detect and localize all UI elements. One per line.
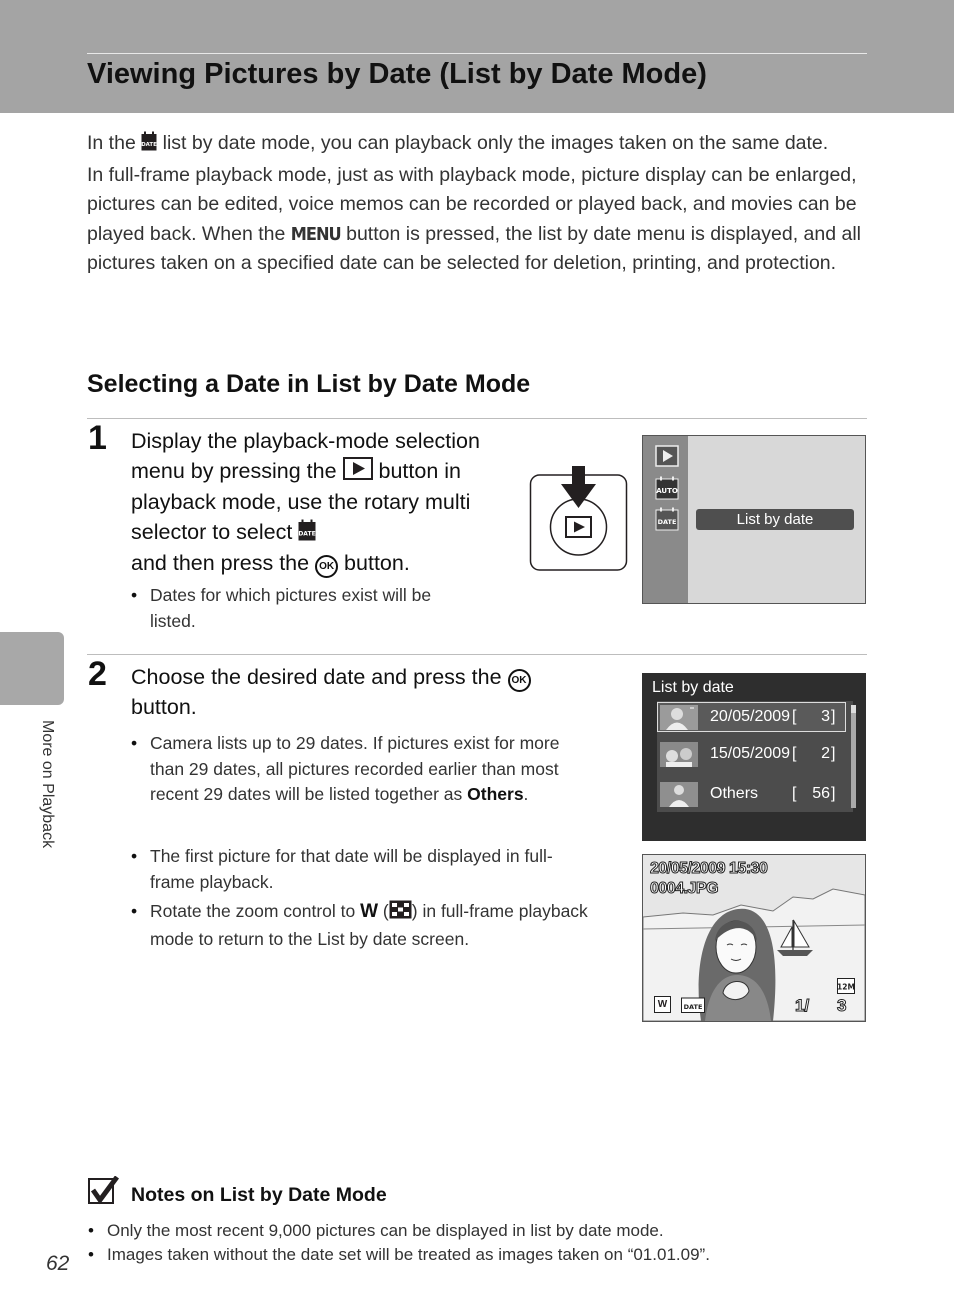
menu-icon: MENU xyxy=(290,223,341,245)
step-2-bullets-a xyxy=(131,731,596,808)
intro-paragraph-1: In the DATE list by date mode, you can playback only the images taken on the same date. xyxy=(87,129,867,161)
count-value: 3 xyxy=(821,708,830,725)
date-label[interactable]: 15/05/2009 xyxy=(710,745,791,762)
header-rule xyxy=(87,53,867,54)
date-thumbnail xyxy=(660,742,698,772)
step-2-number: 2 xyxy=(88,655,107,693)
svg-text:DATE: DATE xyxy=(683,1003,703,1011)
count-bracket-open: [ xyxy=(792,708,797,725)
side-tab xyxy=(0,632,64,705)
playback-icon xyxy=(343,457,373,489)
selected-mode-label[interactable]: List by date xyxy=(696,509,854,530)
date-label[interactable]: 20/05/2009 xyxy=(710,708,791,725)
svg-text:DATE: DATE xyxy=(141,142,158,148)
auto-sort-icon[interactable] xyxy=(655,476,679,505)
notes-title: Notes on List by Date Mode xyxy=(131,1184,387,1206)
step-1-text: Display the playback-mode selection menu by pressing the button in playback mode, use the rotary multi selector to select DATE and then press the OK button. xyxy=(131,427,501,579)
svg-text:12M: 12M xyxy=(837,982,855,992)
list-item: • Images taken without the date set will be treated as images taken on “01.01.09”. xyxy=(88,1243,858,1267)
frame-counter: 1/ xyxy=(795,996,810,1015)
count-bracket-close: ] xyxy=(831,745,836,762)
count-bracket-open: [ xyxy=(792,745,797,762)
count-value: 56 xyxy=(812,785,830,802)
playback-button-illustration xyxy=(529,464,629,573)
count-bracket-open: [ xyxy=(792,785,797,802)
list-item: • The first picture for that date will be displayed in full-frame playback. xyxy=(131,844,596,895)
date-label[interactable]: Others xyxy=(710,785,759,802)
count-bracket-close: ] xyxy=(831,708,836,725)
side-section-label: More on Playback xyxy=(39,720,56,849)
ok-button-icon: OK xyxy=(315,555,338,578)
step-1-bullets xyxy=(131,583,471,634)
list-by-date-icon xyxy=(298,519,316,550)
photo-filename: 0004.JPG xyxy=(650,880,719,897)
zoom-w-label: W xyxy=(360,901,379,922)
count-value: 2 xyxy=(821,745,830,762)
step-2-bullets-b xyxy=(131,844,596,952)
list-item: • Dates for which pictures exist will be listed. xyxy=(131,583,471,634)
page-number: 62 xyxy=(46,1252,70,1275)
svg-text:AUTO: AUTO xyxy=(656,487,678,495)
date-thumbnail xyxy=(660,782,698,812)
list-scrollbar[interactable] xyxy=(851,705,856,808)
list-item: • Camera lists up to 29 dates. If pictures exist for more than 29 dates, all pictures recorded earlier than most recent 29 dates will be listed together as Others. xyxy=(131,731,596,808)
screen-title: List by date xyxy=(652,679,734,696)
thumbnail-grid-icon xyxy=(389,900,412,927)
photo-datetime: 20/05/2009 15:30 xyxy=(650,860,768,877)
page-title: Viewing Pictures by Date (List by Date Mode) xyxy=(87,58,707,90)
notes-list xyxy=(88,1219,858,1267)
count-bracket-close: ] xyxy=(831,785,836,802)
list-item: • Only the most recent 9,000 pictures can be displayed in list by date mode. xyxy=(88,1219,858,1243)
step-1-number: 1 xyxy=(88,419,107,457)
list-scrollbar-thumb[interactable] xyxy=(851,705,856,713)
svg-text:DATE: DATE xyxy=(298,530,316,538)
list-by-date-mode-icon[interactable] xyxy=(655,507,679,536)
frame-total: 3 xyxy=(837,996,847,1015)
playback-mode-selection-screen xyxy=(642,435,866,604)
list-by-date-osd-icon xyxy=(681,996,705,1018)
divider xyxy=(87,418,867,419)
intro-paragraph-2: In full-frame playback mode, just as with playback mode, picture display can be enlarged, pictures can be edited, voice memos can be recorded or played back, and movies can be played back. When the MENU button is pressed, the list by date menu is displayed, and all pictures taken on a specified date can be selected for deletion, printing, and protection. xyxy=(87,163,861,275)
ok-button-icon: OK xyxy=(508,669,531,692)
section-heading: Selecting a Date in List by Date Mode xyxy=(87,370,531,398)
step-2-text: Choose the desired date and press the OK button. xyxy=(131,663,601,722)
header-band xyxy=(0,0,954,113)
full-frame-playback-screen xyxy=(642,854,866,1022)
divider xyxy=(87,654,867,655)
date-thumbnail xyxy=(660,705,698,735)
intro-text xyxy=(87,129,867,279)
checkmark-icon xyxy=(88,1176,120,1211)
svg-text:DATE: DATE xyxy=(657,518,677,526)
list-item: • Rotate the zoom control to W ( ) in full-frame playback mode to return to the List by date screen. xyxy=(131,899,596,952)
list-by-date-screen xyxy=(642,673,866,841)
list-by-date-icon xyxy=(141,131,157,161)
playback-mode-icon[interactable] xyxy=(655,445,679,472)
zoom-w-badge: W xyxy=(654,996,671,1013)
